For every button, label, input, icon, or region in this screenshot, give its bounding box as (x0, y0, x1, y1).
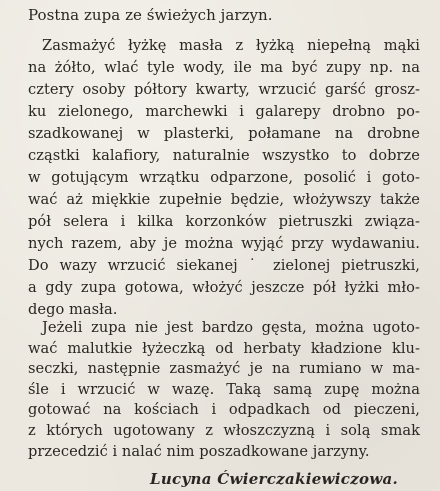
paragraph-2-line-7: przecedzić i nalać nim poszadkowane jarzyny. (28, 442, 370, 460)
recipe-title: Postna zupa ze świeżych jarzyn. (28, 6, 273, 24)
paragraph-1-line-13: dego masła. (28, 301, 118, 318)
paragraph-1-line-3: cztery osoby półtory kwarty, wrzucić garść grosz- (28, 81, 420, 98)
paragraph-1-line-12: a gdy zupa gotowa, włożyć jeszcze pół łyżki mło- (28, 279, 420, 296)
paragraph-2-line-1: Jeżeli zupa nie jest bardzo gęsta, można ugoto- (42, 319, 420, 336)
paragraph-1-line-1: Zasmażyć łyżkę masła z łyżką niepełną mąki (42, 37, 420, 54)
paragraph-1-line-8: wać aż miękkie zupełnie będzie, włożywszy także (28, 191, 420, 208)
paragraph-1-line-6: cząstki kalafiory, naturalnie wszystko to dobrze (28, 147, 420, 164)
paragraph-1-line-11: Do wazy wrzucić siekanej ˙ zielonej pietruszki, (28, 257, 420, 274)
paragraph-2-line-3: seczki, następnie zasmażyć je na rumiano w ma- (28, 360, 420, 378)
paragraph-1-line-9: pół selera i kilka korzonków pietruszki związa- (28, 213, 420, 230)
paragraph-1-line-4: ku zielonego, marchewki i galarepy drobno po- (28, 103, 420, 120)
paragraph-2-line-5: gotować na kościach i odpadkach od pieczeni, (28, 401, 420, 419)
paragraph-1-line-7: w gotującym wrzątku odparzone, posolić i goto- (28, 169, 420, 186)
paragraph-2-line-4: śle i wrzucić w wazę. Taką samą zupę można (28, 380, 420, 398)
paragraph-2-line-2: wać malutkie łyżeczką od herbaty kładzione klu- (28, 339, 420, 357)
paragraph-1-line-10: nych razem, aby je można wyjąć przy wydawaniu. (28, 235, 420, 252)
paragraph-1-line-5: szadkowanej w plasterki, połamane na drobne (28, 125, 420, 142)
paragraph-2-line-6: z których ugotowany z włoszczyzną i solą smak (28, 422, 420, 439)
paragraph-1-line-2: na żółto, wlać tyle wody, ile ma być zupy np. na (28, 59, 420, 76)
author-signature: Lucyna Ćwierczakiewiczowa. (150, 470, 399, 489)
